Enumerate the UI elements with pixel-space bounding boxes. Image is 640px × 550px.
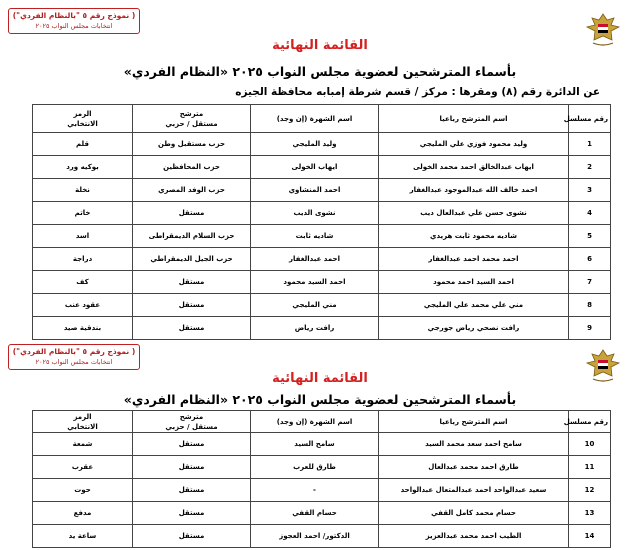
document-page-2 — [0, 340, 640, 550]
cell-alias: - — [251, 479, 379, 502]
cell-alias: وليد المليجي — [251, 133, 379, 156]
cell-serial: 6 — [569, 248, 611, 271]
header-affiliation-line1: مترشح — [179, 109, 204, 118]
table-row — [33, 248, 611, 271]
cell-serial: 13 — [569, 502, 611, 525]
cell-name: شاديه محمود ثابت هريدي — [379, 225, 569, 248]
candidates-table — [32, 410, 611, 548]
cell-alias: نشوى الديب — [251, 202, 379, 225]
cell-name: احمد السيد احمد محمود — [379, 271, 569, 294]
cell-alias: احمد السيد محمود — [251, 271, 379, 294]
cell-affiliation: مستقل — [133, 271, 251, 294]
table-row — [33, 294, 611, 317]
cell-symbol: بندقية صيد — [33, 317, 133, 340]
cell-symbol: نخلة — [33, 179, 133, 202]
cell-name: نشوى حسن علي عبدالعال ديب — [379, 202, 569, 225]
header-serial: رقم مسلسل — [569, 411, 611, 433]
cell-affiliation: مستقل — [133, 456, 251, 479]
cell-affiliation: حزب الوفد المصري — [133, 179, 251, 202]
cell-serial: 4 — [569, 202, 611, 225]
cell-alias: الدكتور/ احمد العجوز — [251, 525, 379, 548]
district-line: عن الدائرة رقم (٨) ومقرها : مركز / قسم شرطة إمبابه محافظة الجيزه — [235, 86, 600, 98]
table-row — [33, 433, 611, 456]
cell-symbol: اسد — [33, 225, 133, 248]
header-name: اسم المترشح رباعيا — [379, 411, 569, 433]
cell-name: رافت نصحي رياض جورجي — [379, 317, 569, 340]
cell-symbol: خاتم — [33, 202, 133, 225]
header-alias: اسم الشهرة (إن وجد) — [251, 411, 379, 433]
table-row — [33, 525, 611, 548]
cell-name: سامح احمد سعد محمد السيد — [379, 433, 569, 456]
cell-affiliation: حزب الجيل الديمقراطي — [133, 248, 251, 271]
header-affiliation-line2: مستقل / حزبي — [165, 119, 218, 128]
header-symbol — [33, 105, 133, 133]
cell-symbol: كف — [33, 271, 133, 294]
cell-symbol: مدفع — [33, 502, 133, 525]
cell-alias: احمد عبدالغفار — [251, 248, 379, 271]
table-row — [33, 202, 611, 225]
table-row — [33, 317, 611, 340]
header-symbol-line1: الرمز — [73, 109, 92, 118]
cell-affiliation: مستقل — [133, 317, 251, 340]
cell-symbol: دراجة — [33, 248, 133, 271]
form-label-line1: ( نموذج رقم ٥ "بالنظام الفردي") — [12, 11, 136, 20]
table-header-row — [33, 411, 611, 433]
header-affiliation-line2: مستقل / حزبي — [165, 422, 218, 431]
header-affiliation — [133, 105, 251, 133]
header-symbol-line2: الانتخابي — [67, 119, 98, 128]
cell-alias: سامح السيد — [251, 433, 379, 456]
cell-name: الطيب احمد محمد عبدالعزيز — [379, 525, 569, 548]
cell-alias: رافت رياض — [251, 317, 379, 340]
header-symbol-line2: الانتخابي — [67, 422, 98, 431]
cell-name: طارق احمد محمد عبدالعال — [379, 456, 569, 479]
header-serial: رقم مسلسل — [569, 105, 611, 133]
cell-symbol: بوكيه ورد — [33, 156, 133, 179]
table-row — [33, 225, 611, 248]
form-label-line2: انتخابات مجلس النواب ٢٠٢٥ — [35, 358, 113, 366]
header-affiliation — [133, 411, 251, 433]
cell-serial: 9 — [569, 317, 611, 340]
cell-name: مني علي محمد علي المليجي — [379, 294, 569, 317]
cell-alias: مني المليجي — [251, 294, 379, 317]
page-subtitle: بأسماء المترشحين لعضوية مجلس النواب ٢٠٢٥ «النظام الفردي» — [123, 64, 517, 79]
cell-affiliation: حزب مستقبل وطن — [133, 133, 251, 156]
page-title: القائمة النهائية — [272, 371, 368, 386]
cell-alias: شاديه ثابت — [251, 225, 379, 248]
header-alias: اسم الشهرة (إن وجد) — [251, 105, 379, 133]
form-label-line2: انتخابات مجلس النواب ٢٠٢٥ — [35, 22, 113, 30]
cell-name: وليد محمود فوزي علي المليجي — [379, 133, 569, 156]
cell-name: ايهاب عبدالخالق احمد محمد الخولى — [379, 156, 569, 179]
cell-serial: 10 — [569, 433, 611, 456]
cell-symbol: قلم — [33, 133, 133, 156]
cell-symbol: عقرب — [33, 456, 133, 479]
cell-affiliation: حزب المحافظين — [133, 156, 251, 179]
header-affiliation-line1: مترشح — [179, 412, 204, 421]
cell-affiliation: مستقل — [133, 294, 251, 317]
cell-alias: طارق للعرب — [251, 456, 379, 479]
cell-symbol: حوت — [33, 479, 133, 502]
table-row — [33, 479, 611, 502]
page-title: القائمة النهائية — [272, 38, 368, 53]
table-row — [33, 156, 611, 179]
cell-serial: 12 — [569, 479, 611, 502]
cell-alias: احمد المنشاوي — [251, 179, 379, 202]
cell-affiliation: حزب السلام الديمقراطى — [133, 225, 251, 248]
cell-name: حسام محمد كامل القفي — [379, 502, 569, 525]
cell-affiliation: مستقل — [133, 202, 251, 225]
header-symbol — [33, 411, 133, 433]
table-header-row — [33, 105, 611, 133]
table-row — [33, 133, 611, 156]
cell-name: احمد خالف الله عبدالموجود عبدالغفار — [379, 179, 569, 202]
table-row — [33, 271, 611, 294]
cell-affiliation: مستقل — [133, 525, 251, 548]
table-row — [33, 179, 611, 202]
cell-affiliation: مستقل — [133, 433, 251, 456]
cell-alias: ايهاب الخولى — [251, 156, 379, 179]
candidates-table — [32, 104, 611, 340]
cell-symbol: شمعة — [33, 433, 133, 456]
header-name: اسم المترشح رباعيا — [379, 105, 569, 133]
form-label-line1: ( نموذج رقم ٥ "بالنظام الفردي") — [12, 347, 136, 356]
cell-name: سعيد عبدالواحد احمد عبدالمتعال عبدالواحد — [379, 479, 569, 502]
cell-serial: 14 — [569, 525, 611, 548]
cell-affiliation: مستقل — [133, 502, 251, 525]
cell-alias: حسام القفي — [251, 502, 379, 525]
cell-serial: 5 — [569, 225, 611, 248]
cell-serial: 1 — [569, 133, 611, 156]
cell-serial: 8 — [569, 294, 611, 317]
form-label-box — [8, 8, 140, 34]
header-symbol-line1: الرمز — [73, 412, 92, 421]
cell-serial: 2 — [569, 156, 611, 179]
cell-name: احمد محمد احمد عبدالغفار — [379, 248, 569, 271]
page-subtitle: بأسماء المترشحين لعضوية مجلس النواب ٢٠٢٥ «النظام الفردي» — [123, 392, 517, 407]
cell-affiliation: مستقل — [133, 479, 251, 502]
cell-symbol: عقود عنب — [33, 294, 133, 317]
cell-symbol: ساعة يد — [33, 525, 133, 548]
cell-serial: 11 — [569, 456, 611, 479]
table-row — [33, 502, 611, 525]
form-label-box — [8, 344, 140, 370]
table-row — [33, 456, 611, 479]
cell-serial: 3 — [569, 179, 611, 202]
cell-serial: 7 — [569, 271, 611, 294]
